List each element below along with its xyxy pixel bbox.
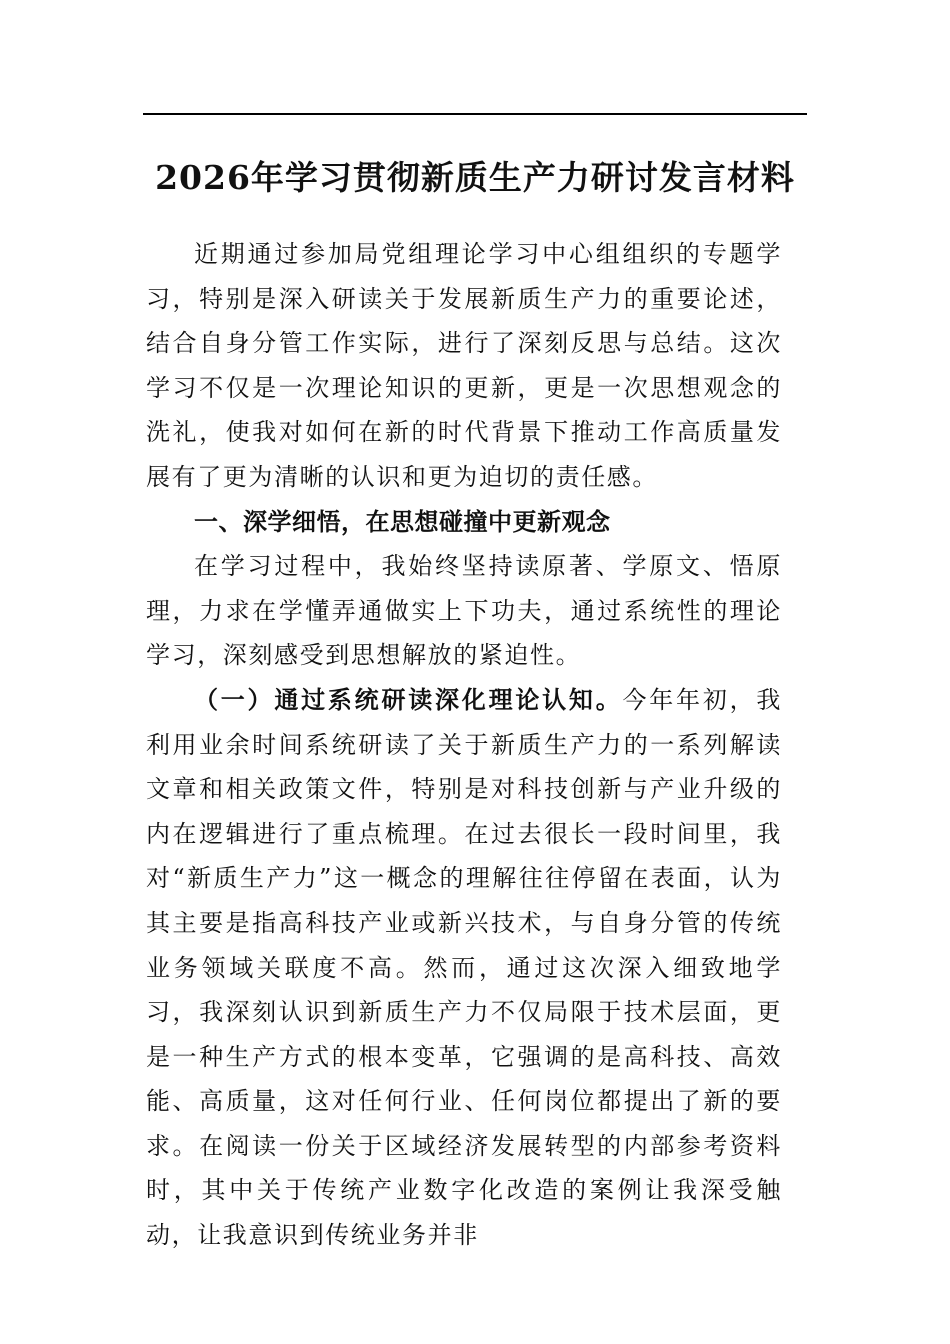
intro-paragraph: 近期通过参加局党组理论学习中心组组织的专题学习，特别是深入研读关于发展新质生产力的重要论述，结合自身分管工作实际，进行了深刻反思与总结。这次学习不仅是一次理论知识的更新，更是一次思想观念的洗礼，使我对如何在新的时代背景下推动工作高质量发展有了更为清晰的认识和更为迫切的责任感。 bbox=[146, 240, 782, 491]
section-intro-paragraph: 在学习过程中，我始终坚持读原著、学原文、悟原理，力求在学懂弄通做实上下功夫，通过系统性的理论学习，深刻感受到思想解放的紧迫性。 bbox=[146, 552, 782, 670]
header-rule bbox=[143, 113, 807, 115]
subsection-paragraph bbox=[146, 678, 782, 1258]
document-title: 2026年学习贯彻新质生产力研讨发言材料 bbox=[155, 158, 795, 197]
subsection-body: 今年年初，我利用业余时间系统研读了关于新质生产力的一系列解读文章和相关政策文件，特别是对科技创新与产业升级的内在逻辑进行了重点梳理。在过去很长一段时间里，我对“新质生产力”这一概念的理解往往停留在表面，认为其主要是指高科技产业或新兴技术，与自身分管的传统业务领域关联度不高。然而，通过这次深入细致地学习，我深刻认识到新质生产力不仅局限于技术层面，更是一种生产方式的根本变革，它强调的是高科技、高效能、高质量，这对任何行业、任何岗位都提出了新的要求。在阅读一份关于区域经济发展转型的内部参考资料时，其中关于传统产业数字化改造的案例让我深受触动，让我意识到传统业务并非 bbox=[146, 685, 782, 1250]
document-body bbox=[146, 232, 782, 1258]
subsection-lead: （一）通过系统研读深化理论认知。 bbox=[194, 684, 623, 714]
section-heading: 一、深学细悟，在思想碰撞中更新观念 bbox=[194, 507, 611, 536]
